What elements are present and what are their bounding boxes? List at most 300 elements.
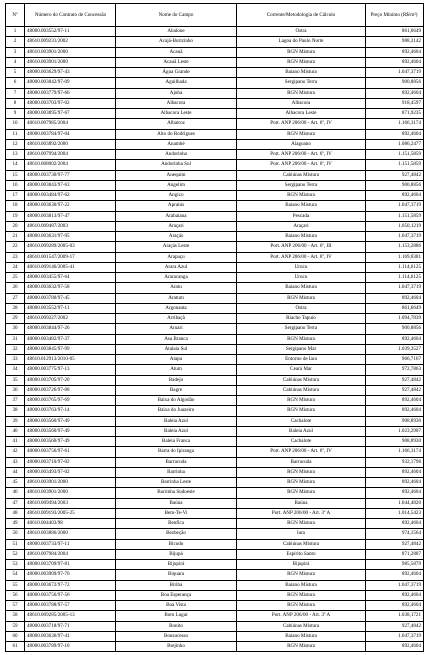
table-row bbox=[6, 262, 424, 272]
row-preco: 861,6649 bbox=[366, 27, 424, 37]
row-corrente: RGN Mistura bbox=[237, 488, 366, 498]
row-contrato: 48000.003482/97-37 bbox=[25, 334, 116, 344]
row-campo: Barracuda bbox=[116, 457, 237, 467]
row-preco: 927,4842 bbox=[366, 170, 424, 180]
row-contrato: 48610.007994/2004 bbox=[25, 150, 116, 160]
table-row bbox=[6, 611, 424, 621]
table-row bbox=[6, 139, 424, 149]
row-numero: 16 bbox=[6, 180, 25, 190]
row-campo: Bem-Te-Vi bbox=[116, 508, 237, 518]
row-contrato: 48000.003733/97-11 bbox=[25, 539, 116, 549]
row-contrato: 48000.003788/97-57 bbox=[25, 601, 116, 611]
row-preco: 988,3142 bbox=[366, 37, 424, 47]
row-campo: Atalaia Sul bbox=[116, 344, 237, 354]
row-corrente: RGN Mistura bbox=[237, 334, 366, 344]
row-contrato: 48000.003779/97-66 bbox=[25, 88, 116, 98]
row-contrato: 48000.003765/97-69 bbox=[25, 396, 116, 406]
table-row bbox=[6, 324, 424, 334]
row-contrato: 48000.003631/97-95 bbox=[25, 232, 116, 242]
table-row bbox=[6, 47, 424, 57]
row-contrato: 48610.003901/2000 bbox=[25, 47, 116, 57]
row-numero: 52 bbox=[6, 549, 25, 559]
row-corrente: RGN Mistura bbox=[237, 467, 366, 477]
row-preco: 927,4842 bbox=[366, 539, 424, 549]
row-campo: Angico bbox=[116, 191, 237, 201]
row-preco: 1.039,3527 bbox=[366, 344, 424, 354]
row-numero: 31 bbox=[6, 334, 25, 344]
row-preco: 892,4604 bbox=[366, 488, 424, 498]
row-preco: 892,4604 bbox=[366, 590, 424, 600]
row-contrato: 48610.008002/2004 bbox=[25, 160, 116, 170]
row-preco: 892,4604 bbox=[366, 293, 424, 303]
row-numero: 51 bbox=[6, 539, 25, 549]
row-preco: 892,4604 bbox=[366, 406, 424, 416]
row-contrato: 48610.012913/2010-05 bbox=[25, 355, 116, 365]
row-contrato: 48000.003730/97-77 bbox=[25, 170, 116, 180]
row-campo: Arribaçã bbox=[116, 314, 237, 324]
row-preco: 892,4604 bbox=[366, 396, 424, 406]
row-corrente: RGN Mistura bbox=[237, 396, 366, 406]
row-preco: 892,4604 bbox=[366, 601, 424, 611]
row-contrato: 48000.003636/97-41 bbox=[25, 631, 116, 641]
table-row bbox=[6, 191, 424, 201]
row-campo: Abalone bbox=[116, 27, 237, 37]
row-campo: Apraiús bbox=[116, 201, 237, 211]
row-contrato: 48000.003895/97-67 bbox=[25, 109, 116, 119]
row-campo: Araçás Leste bbox=[116, 242, 237, 252]
row-numero: 30 bbox=[6, 324, 25, 334]
row-numero: 43 bbox=[6, 457, 25, 467]
table-row bbox=[6, 406, 424, 416]
row-preco: 1.094,7839 bbox=[366, 314, 424, 324]
row-contrato: 48000.003726/97-08 bbox=[25, 385, 116, 395]
row-campo: Bicudo bbox=[116, 539, 237, 549]
row-corrente: Cachalote bbox=[237, 416, 366, 426]
row-campo: Brejinho bbox=[116, 642, 237, 652]
table-row bbox=[6, 478, 424, 488]
row-preco: 1.166,3174 bbox=[366, 447, 424, 457]
row-campo: Baleia Azul bbox=[116, 416, 237, 426]
row-numero: 60 bbox=[6, 631, 25, 641]
table-row bbox=[6, 109, 424, 119]
row-preco: 892,4604 bbox=[366, 570, 424, 580]
row-preco: 900,8856 bbox=[366, 324, 424, 334]
row-campo: Bonsucesso bbox=[116, 631, 237, 641]
row-corrente: Barracuda bbox=[237, 457, 366, 467]
row-contrato: 48610.009494/2003 bbox=[25, 498, 116, 508]
table-row bbox=[6, 293, 424, 303]
table-body bbox=[6, 27, 424, 652]
row-preco: 892,4604 bbox=[366, 642, 424, 652]
row-contrato: 48000.003493/97-02 bbox=[25, 467, 116, 477]
row-campo: Albatroz bbox=[116, 119, 237, 129]
row-preco: 871,2887 bbox=[366, 549, 424, 559]
row-corrente: Sergipano Terra bbox=[237, 180, 366, 190]
table-row bbox=[6, 426, 424, 436]
table-row bbox=[6, 201, 424, 211]
row-corrente: Port. ANP 206/00 - Art. 3º A bbox=[237, 508, 366, 518]
row-contrato: 48000.003844/97-26 bbox=[25, 324, 116, 334]
row-preco: 927,4842 bbox=[366, 621, 424, 631]
row-corrente: Baiano Mistura bbox=[237, 68, 366, 78]
row-numero: 5 bbox=[6, 68, 25, 78]
row-contrato: 48000.003560/97-49 bbox=[25, 426, 116, 436]
row-contrato: 48000.003552/97-11 bbox=[25, 303, 116, 313]
row-corrente: Port. ANP 206/00 - Art. 6º, IV bbox=[237, 447, 366, 457]
row-preco: 1.047,3719 bbox=[366, 631, 424, 641]
row-numero: 34 bbox=[6, 365, 25, 375]
row-corrente: RGN Mistura bbox=[237, 570, 366, 580]
row-preco: 1.047,3719 bbox=[366, 580, 424, 590]
row-preco: 1.047,3719 bbox=[366, 68, 424, 78]
row-campo: Albacora Leste bbox=[116, 109, 237, 119]
row-preco: 892,4604 bbox=[366, 129, 424, 139]
table-row bbox=[6, 57, 424, 67]
row-numero: 61 bbox=[6, 642, 25, 652]
row-campo: Barrinha Leste bbox=[116, 478, 237, 488]
row-corrente: Urucu bbox=[237, 262, 366, 272]
row-preco: 1.023,2907 bbox=[366, 426, 424, 436]
row-corrente: Cabiúnas Mistura bbox=[237, 375, 366, 385]
table-row bbox=[6, 437, 424, 447]
table-header bbox=[6, 4, 424, 27]
row-campo: Bom Lugar bbox=[116, 611, 237, 621]
row-campo: Atapu bbox=[116, 355, 237, 365]
row-preco: 908,8930 bbox=[366, 416, 424, 426]
row-campo: Barra do Ipiranga bbox=[116, 447, 237, 457]
table-row bbox=[6, 385, 424, 395]
row-preco: 972,7863 bbox=[366, 365, 424, 375]
row-preco: 1.050,1219 bbox=[366, 221, 424, 231]
row-numero: 15 bbox=[6, 170, 25, 180]
row-preco: 1.151,5859 bbox=[366, 150, 424, 160]
row-corrente: Port. ANP 206/00 - Art. 6º, IV bbox=[237, 160, 366, 170]
table-row bbox=[6, 580, 424, 590]
row-numero: 58 bbox=[6, 611, 25, 621]
row-corrente: Baiano Mistura bbox=[237, 283, 366, 293]
header-numero: Nº bbox=[6, 4, 25, 27]
table-row bbox=[6, 119, 424, 129]
row-numero: 35 bbox=[6, 375, 25, 385]
row-contrato: 48610.009289/2005-03 bbox=[25, 242, 116, 252]
row-campo: Acajá-Burizinho bbox=[116, 37, 237, 47]
row-campo: Arara Azul bbox=[116, 262, 237, 272]
row-contrato: 48000.003632/97-58 bbox=[25, 283, 116, 293]
row-corrente: RGN Mistura bbox=[237, 642, 366, 652]
row-numero: 2 bbox=[6, 37, 25, 47]
row-corrente: Port. ANP 206/00 - Art. 3º A bbox=[237, 611, 366, 621]
row-numero: 44 bbox=[6, 467, 25, 477]
row-corrente: Baúna bbox=[237, 498, 366, 508]
row-campo: Argonauta bbox=[116, 303, 237, 313]
row-contrato: 48000.003780/97-45 bbox=[25, 293, 116, 303]
row-contrato: 48000.003813/97-47 bbox=[25, 211, 116, 221]
row-campo: Arabaiana bbox=[116, 211, 237, 221]
table-row bbox=[6, 631, 424, 641]
row-campo: Biriba bbox=[116, 580, 237, 590]
row-preco: 1.114,6125 bbox=[366, 262, 424, 272]
header-preco: Preço Mínimo (R$/m³) bbox=[366, 4, 424, 27]
row-contrato: 48000.003789/97-10 bbox=[25, 642, 116, 652]
row-preco: 900,8856 bbox=[366, 78, 424, 88]
row-numero: 21 bbox=[6, 232, 25, 242]
row-corrente: Entorno de Iara bbox=[237, 355, 366, 365]
precos-minimos-table bbox=[5, 3, 424, 652]
row-corrente: RGN Mistura bbox=[237, 519, 366, 529]
row-corrente: Pescada bbox=[237, 211, 366, 221]
row-corrente: Ceará Mar bbox=[237, 365, 366, 375]
table-row bbox=[6, 375, 424, 385]
table-row bbox=[6, 170, 424, 180]
row-numero: 59 bbox=[6, 621, 25, 631]
row-corrente: Bijupirá bbox=[237, 560, 366, 570]
row-contrato: 48000.003560/97-49 bbox=[25, 416, 116, 426]
row-preco: 932,1798 bbox=[366, 457, 424, 467]
table-row bbox=[6, 129, 424, 139]
row-campo: Baleia Franca bbox=[116, 437, 237, 447]
row-numero: 45 bbox=[6, 478, 25, 488]
row-contrato: 48000.003756/97-61 bbox=[25, 447, 116, 457]
row-corrente: Port. ANP 206/00 - Art. 6º, IV bbox=[237, 119, 366, 129]
row-campo: Barrinha bbox=[116, 467, 237, 477]
row-numero: 27 bbox=[6, 293, 25, 303]
table-row bbox=[6, 590, 424, 600]
row-numero: 56 bbox=[6, 590, 25, 600]
row-contrato: 48000.003710/97-02 bbox=[25, 457, 116, 467]
row-contrato: 48610.009231/2002 bbox=[25, 37, 116, 47]
row-campo: Anequim bbox=[116, 170, 237, 180]
table-row bbox=[6, 642, 424, 652]
row-corrente: Port. ANP 206/00 - Art. 6º, III bbox=[237, 242, 366, 252]
table-row bbox=[6, 498, 424, 508]
row-contrato: 48000.003909/97-70 bbox=[25, 570, 116, 580]
row-contrato: 48000.003484/97-62 bbox=[25, 191, 116, 201]
row-corrente: Ostra bbox=[237, 27, 366, 37]
row-corrente: Alagoano bbox=[237, 139, 366, 149]
row-numero: 36 bbox=[6, 385, 25, 395]
row-preco: 1.086,2477 bbox=[366, 139, 424, 149]
table-row bbox=[6, 344, 424, 354]
row-numero: 26 bbox=[6, 283, 25, 293]
row-preco: 900,8856 bbox=[366, 180, 424, 190]
row-corrente: RGN Mistura bbox=[237, 88, 366, 98]
table-row bbox=[6, 314, 424, 324]
row-corrente: RGN Mistura bbox=[237, 47, 366, 57]
row-contrato: 48000.003845/97-99 bbox=[25, 344, 116, 354]
row-preco: 892,4604 bbox=[366, 519, 424, 529]
row-numero: 48 bbox=[6, 508, 25, 518]
row-campo: Alto do Rodrigues bbox=[116, 129, 237, 139]
row-campo: Aratum bbox=[116, 293, 237, 303]
row-contrato: 48610.003901/2000 bbox=[25, 57, 116, 67]
row-corrente: Baiano Mistura bbox=[237, 201, 366, 211]
row-preco: 892,4604 bbox=[366, 57, 424, 67]
row-campo: Acauã Leste bbox=[116, 57, 237, 67]
row-corrente: Albacora Leste bbox=[237, 109, 366, 119]
row-corrente: Araçari bbox=[237, 221, 366, 231]
row-preco: 861,6649 bbox=[366, 303, 424, 313]
row-corrente: RGN Mistura bbox=[237, 590, 366, 600]
row-contrato: 48610.004403/98 bbox=[25, 519, 116, 529]
row-corrente: Cabiúnas Mistura bbox=[237, 385, 366, 395]
row-contrato: 48000.003784/97-04 bbox=[25, 129, 116, 139]
row-numero: 46 bbox=[6, 488, 25, 498]
table-row bbox=[6, 68, 424, 78]
row-numero: 23 bbox=[6, 252, 25, 262]
table-row bbox=[6, 621, 424, 631]
row-preco: 1.114,6125 bbox=[366, 273, 424, 283]
table-row bbox=[6, 560, 424, 570]
table-row bbox=[6, 283, 424, 293]
table-row bbox=[6, 78, 424, 88]
row-contrato: 48610.003886/2000 bbox=[25, 529, 116, 539]
row-campo: Anambé bbox=[116, 139, 237, 149]
row-corrente: RGN Mistura bbox=[237, 57, 366, 67]
table-row bbox=[6, 601, 424, 611]
row-campo: Bonito bbox=[116, 621, 237, 631]
table-row bbox=[6, 180, 424, 190]
table-row bbox=[6, 570, 424, 580]
row-preco: 1.014,5423 bbox=[366, 508, 424, 518]
row-contrato: 48610.009285/2005-13 bbox=[25, 611, 116, 621]
table-row bbox=[6, 211, 424, 221]
row-corrente: Riacho Tapuio bbox=[237, 314, 366, 324]
row-corrente: Cachalote bbox=[237, 437, 366, 447]
row-campo: Andorinha bbox=[116, 150, 237, 160]
row-corrente: Ostra bbox=[237, 303, 366, 313]
row-contrato: 48000.003705/97-20 bbox=[25, 375, 116, 385]
table-row bbox=[6, 529, 424, 539]
row-campo: Baleia Azul bbox=[116, 426, 237, 436]
table-row bbox=[6, 252, 424, 262]
row-numero: 4 bbox=[6, 57, 25, 67]
row-campo: Badejo bbox=[116, 375, 237, 385]
row-corrente: RGN Mistura bbox=[237, 478, 366, 488]
table-row bbox=[6, 488, 424, 498]
table-row bbox=[6, 355, 424, 365]
row-campo: Andorinha Sul bbox=[116, 160, 237, 170]
row-corrente: Sergipano Mar bbox=[237, 344, 366, 354]
row-preco: 985,5879 bbox=[366, 560, 424, 570]
row-corrente: Iara bbox=[237, 529, 366, 539]
table-row bbox=[6, 334, 424, 344]
row-numero: 10 bbox=[6, 119, 25, 129]
table-row bbox=[6, 457, 424, 467]
row-numero: 19 bbox=[6, 211, 25, 221]
row-campo: Albacora bbox=[116, 98, 237, 108]
row-preco: 892,4604 bbox=[366, 334, 424, 344]
row-contrato: 48000.003842/97-09 bbox=[25, 78, 116, 88]
row-contrato: 48610.009487/2003 bbox=[25, 221, 116, 231]
table-row bbox=[6, 98, 424, 108]
row-contrato: 48610.003892/2000 bbox=[25, 139, 116, 149]
row-preco: 871,9235 bbox=[366, 109, 424, 119]
row-numero: 37 bbox=[6, 396, 25, 406]
table-row bbox=[6, 88, 424, 98]
row-contrato: 48610.003901/2000 bbox=[25, 478, 116, 488]
row-contrato: 48000.003560/97-49 bbox=[25, 437, 116, 447]
row-campo: Araçás bbox=[116, 232, 237, 242]
row-contrato: 48610.001547/2009-17 bbox=[25, 252, 116, 262]
row-corrente: RGN Mistura bbox=[237, 191, 366, 201]
row-contrato: 48610.003901/2000 bbox=[25, 488, 116, 498]
header-contrato: Número do Contrato de Concessão bbox=[25, 4, 116, 27]
row-preco: 1.044,4820 bbox=[366, 498, 424, 508]
row-campo: Barrinha Sudoeste bbox=[116, 488, 237, 498]
row-corrente: Urucu bbox=[237, 273, 366, 283]
header-row bbox=[6, 4, 424, 27]
table-row bbox=[6, 508, 424, 518]
row-preco: 1.151,5859 bbox=[366, 211, 424, 221]
table-row bbox=[6, 519, 424, 529]
row-preco: 892,4604 bbox=[366, 478, 424, 488]
row-numero: 40 bbox=[6, 426, 25, 436]
row-preco: 1.169,8381 bbox=[366, 252, 424, 262]
row-campo: Bijupirá bbox=[116, 560, 237, 570]
row-preco: 966,7167 bbox=[366, 355, 424, 365]
row-campo: Boa Vista bbox=[116, 601, 237, 611]
row-contrato: 48000.003763/97-14 bbox=[25, 406, 116, 416]
row-campo: Atum bbox=[116, 365, 237, 375]
row-preco: 918,4597 bbox=[366, 98, 424, 108]
row-contrato: 48610.009146/2005-41 bbox=[25, 262, 116, 272]
table-row bbox=[6, 365, 424, 375]
row-numero: 11 bbox=[6, 129, 25, 139]
row-campo: Araracanga bbox=[116, 273, 237, 283]
row-contrato: 48000.003709/97-81 bbox=[25, 560, 116, 570]
row-campo: Baixa do Juazeiro bbox=[116, 406, 237, 416]
row-contrato: 48610.009227/2002 bbox=[25, 314, 116, 324]
table-row bbox=[6, 416, 424, 426]
row-campo: Araçari bbox=[116, 221, 237, 231]
row-numero: 14 bbox=[6, 160, 25, 170]
row-corrente: Espírito Santo bbox=[237, 549, 366, 559]
row-corrente: Albacora bbox=[237, 98, 366, 108]
row-corrente: Lagoa do Paulo Norte bbox=[237, 37, 366, 47]
row-numero: 42 bbox=[6, 447, 25, 457]
row-numero: 6 bbox=[6, 78, 25, 88]
row-numero: 8 bbox=[6, 98, 25, 108]
table-row bbox=[6, 273, 424, 283]
row-numero: 32 bbox=[6, 344, 25, 354]
row-corrente: Sergipano Terra bbox=[237, 324, 366, 334]
row-preco: 892,4604 bbox=[366, 191, 424, 201]
row-contrato: 48000.003455/97-64 bbox=[25, 273, 116, 283]
table-row bbox=[6, 232, 424, 242]
row-preco: 1.166,3174 bbox=[366, 119, 424, 129]
table-row bbox=[6, 539, 424, 549]
row-numero: 9 bbox=[6, 109, 25, 119]
row-campo: Baixa do Algodão bbox=[116, 396, 237, 406]
row-numero: 53 bbox=[6, 560, 25, 570]
table-row bbox=[6, 303, 424, 313]
row-numero: 12 bbox=[6, 139, 25, 149]
row-numero: 25 bbox=[6, 273, 25, 283]
table-row bbox=[6, 396, 424, 406]
row-campo: Boa Esperança bbox=[116, 590, 237, 600]
row-contrato: 48000.003843/97-63 bbox=[25, 180, 116, 190]
row-numero: 38 bbox=[6, 406, 25, 416]
row-contrato: 48000.003629/97-43 bbox=[25, 68, 116, 78]
row-numero: 3 bbox=[6, 47, 25, 57]
row-numero: 18 bbox=[6, 201, 25, 211]
row-corrente: Port. ANP 206/00 - Art. 6º, IV bbox=[237, 150, 366, 160]
row-corrente: Baiano Mistura bbox=[237, 232, 366, 242]
row-preco: 1.153,2886 bbox=[366, 242, 424, 252]
row-numero: 13 bbox=[6, 150, 25, 160]
table-row bbox=[6, 37, 424, 47]
row-preco: 974,1564 bbox=[366, 529, 424, 539]
